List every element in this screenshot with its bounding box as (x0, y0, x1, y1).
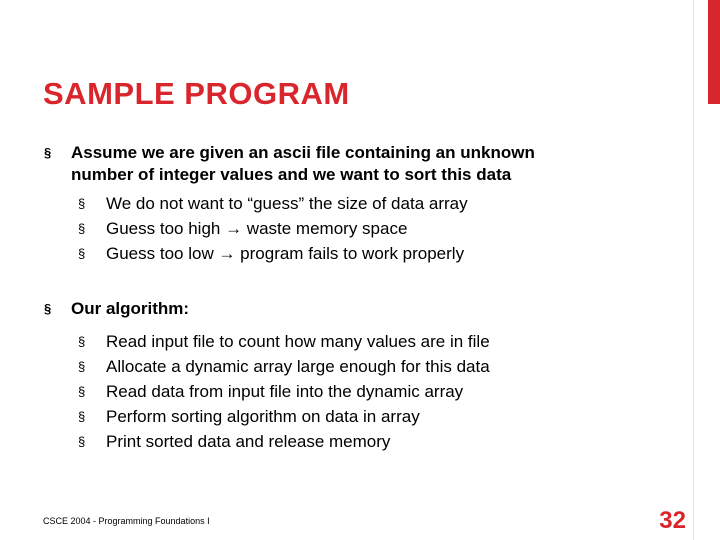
bullet-assume-line2: number of integer values and we want to sort this data (71, 165, 512, 184)
subitem-text: Read data from input file into the dynamic array (106, 382, 464, 401)
subitem-text: Allocate a dynamic array large enough for this data (106, 357, 490, 376)
bullet-marker: § (78, 246, 86, 261)
footer-text: CSCE 2004 - Programming Foundations I (43, 516, 210, 526)
subitem (78, 356, 490, 378)
page-number: 32 (659, 507, 686, 534)
bullet-assume-line1: Assume we are given an ascii file containing an unknown (71, 143, 535, 162)
side-divider (693, 0, 694, 540)
bullet-assume (44, 142, 535, 186)
subitem (78, 243, 465, 265)
bullet-marker: § (78, 334, 86, 349)
bullet-marker: § (44, 145, 52, 160)
bullet-marker: § (78, 196, 86, 211)
bullet-marker: § (78, 221, 86, 236)
subitem (78, 406, 420, 428)
bullet-marker: § (78, 434, 86, 449)
subitem-text: Guess too low → program fails to work properly (106, 244, 465, 263)
bullet-algorithm (44, 298, 190, 320)
accent-bar (708, 0, 720, 104)
subitem (78, 218, 408, 240)
subitem-text: Read input file to count how many values are in file (106, 332, 490, 351)
bullet-marker: § (44, 301, 52, 316)
subitem-text: We do not want to “guess” the size of data array (106, 194, 468, 213)
subitem (78, 381, 464, 403)
slide-title: SAMPLE PROGRAM (43, 76, 350, 111)
subitem (78, 331, 490, 353)
subitem-text: Perform sorting algorithm on data in array (106, 407, 420, 426)
subitem (78, 431, 391, 453)
bullet-marker: § (78, 409, 86, 424)
subitem (78, 193, 468, 215)
bullet-marker: § (78, 384, 86, 399)
bullet-marker: § (78, 359, 86, 374)
subitem-text: Guess too high → waste memory space (106, 219, 408, 238)
bullet-algorithm-text: Our algorithm: (71, 299, 190, 318)
subitem-text: Print sorted data and release memory (106, 432, 391, 451)
